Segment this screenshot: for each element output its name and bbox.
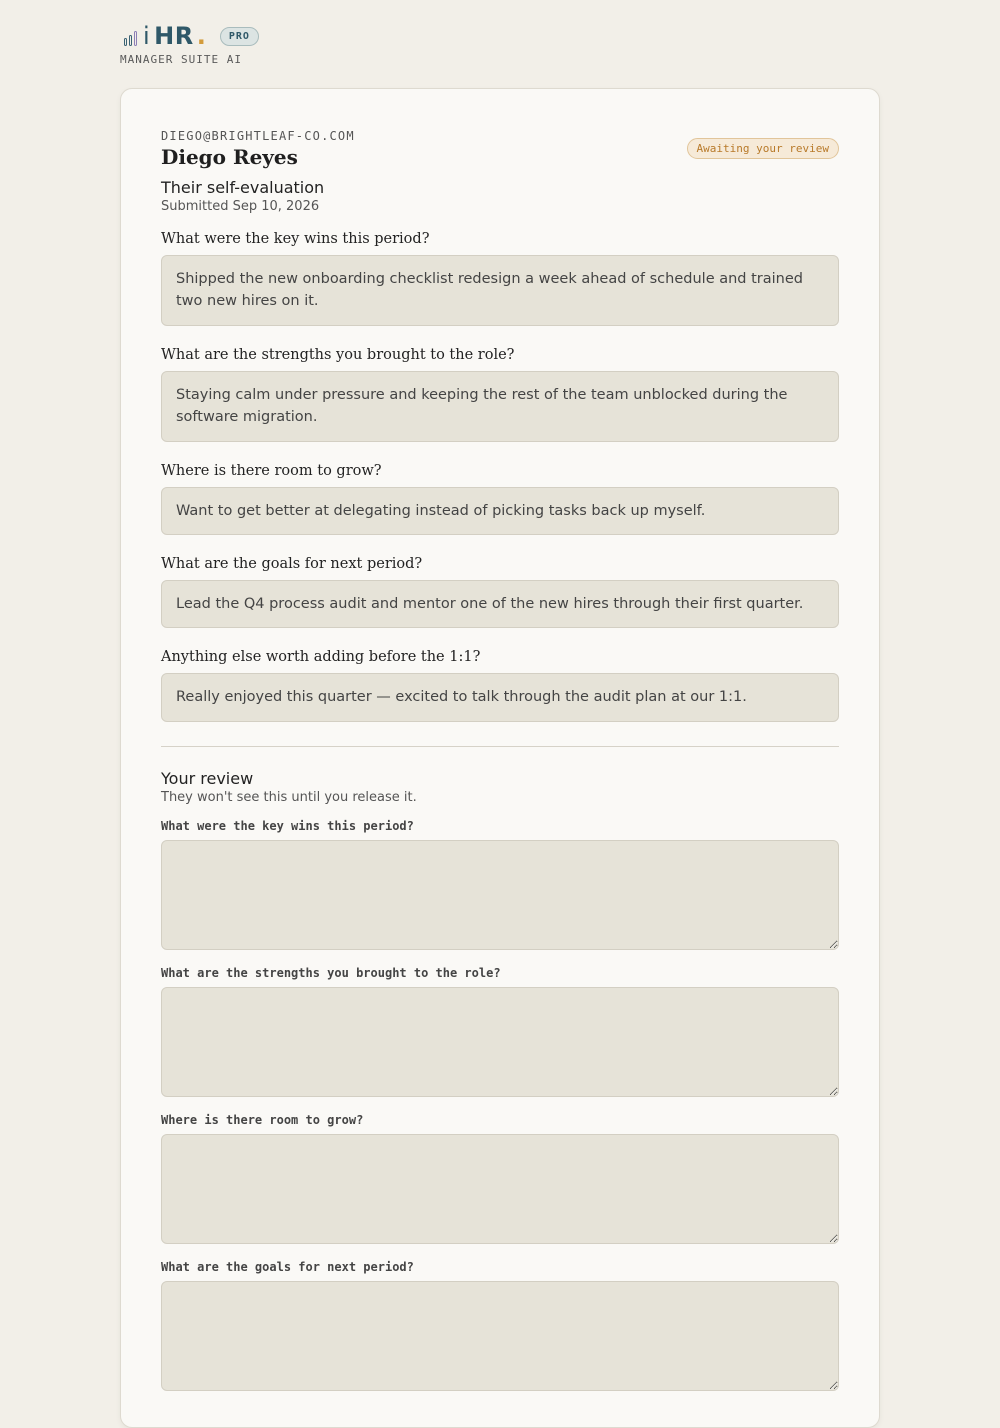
review-card <box>120 88 880 1428</box>
self-eval-answer: Shipped the new onboarding checklist redesign a week ahead of schedule and trained two new hires on it. <box>161 255 839 326</box>
review-field-label: What were the key wins this period? <box>161 819 414 833</box>
review-goals-input[interactable] <box>161 1281 839 1391</box>
review-field-label: What are the strengths you brought to the role? <box>161 966 501 980</box>
self-eval-question: What were the key wins this period? <box>161 231 430 247</box>
logo-text <box>143 22 194 50</box>
self-eval-answer: Lead the Q4 process audit and mentor one of the new hires through their first quarter. <box>161 580 839 628</box>
logo-letter-i: i <box>143 22 151 50</box>
employee-email: DIEGO@BRIGHTLEAF-CO.COM <box>161 129 355 143</box>
your-review-title: Your review <box>161 769 254 788</box>
logo-letters: HR <box>154 22 194 50</box>
self-eval-list <box>161 231 839 722</box>
self-eval-question: Where is there room to grow? <box>161 463 382 479</box>
self-eval-submitted: Submitted Sep 10, 2026 <box>161 199 320 214</box>
brand-header <box>120 22 259 66</box>
self-eval-question: What are the goals for next period? <box>161 556 423 572</box>
review-field-label: What are the goals for next period? <box>161 1260 414 1274</box>
review-strengths-input[interactable] <box>161 987 839 1097</box>
tagline: MANAGER SUITE AI <box>120 53 242 66</box>
self-eval-question: Anything else worth adding before the 1:1? <box>161 649 481 665</box>
self-eval-title: Their self-evaluation <box>161 178 325 197</box>
bar-chart-icon <box>124 30 137 46</box>
review-card-content <box>161 129 839 1391</box>
status-badge: Awaiting your review <box>687 138 839 159</box>
self-eval-question: What are the strengths you brought to the role? <box>161 347 515 363</box>
your-review-subtitle: They won't see this until you release it. <box>161 790 417 805</box>
logo[interactable] <box>120 22 259 50</box>
self-eval-answer: Staying calm under pressure and keeping the rest of the team unblocked during the software migration. <box>161 371 839 442</box>
self-eval-answer: Really enjoyed this quarter — excited to talk through the audit plan at our 1:1. <box>161 673 839 722</box>
self-eval-answer: Want to get better at delegating instead of picking tasks back up myself. <box>161 487 839 535</box>
review-growth-input[interactable] <box>161 1134 839 1244</box>
review-field-label: Where is there room to grow? <box>161 1113 364 1127</box>
section-divider <box>161 746 839 747</box>
employee-name: Diego Reyes <box>161 145 298 169</box>
pro-badge: PRO <box>220 27 259 46</box>
logo-dot: . <box>196 22 206 50</box>
review-wins-input[interactable] <box>161 840 839 950</box>
review-form <box>161 819 839 1391</box>
